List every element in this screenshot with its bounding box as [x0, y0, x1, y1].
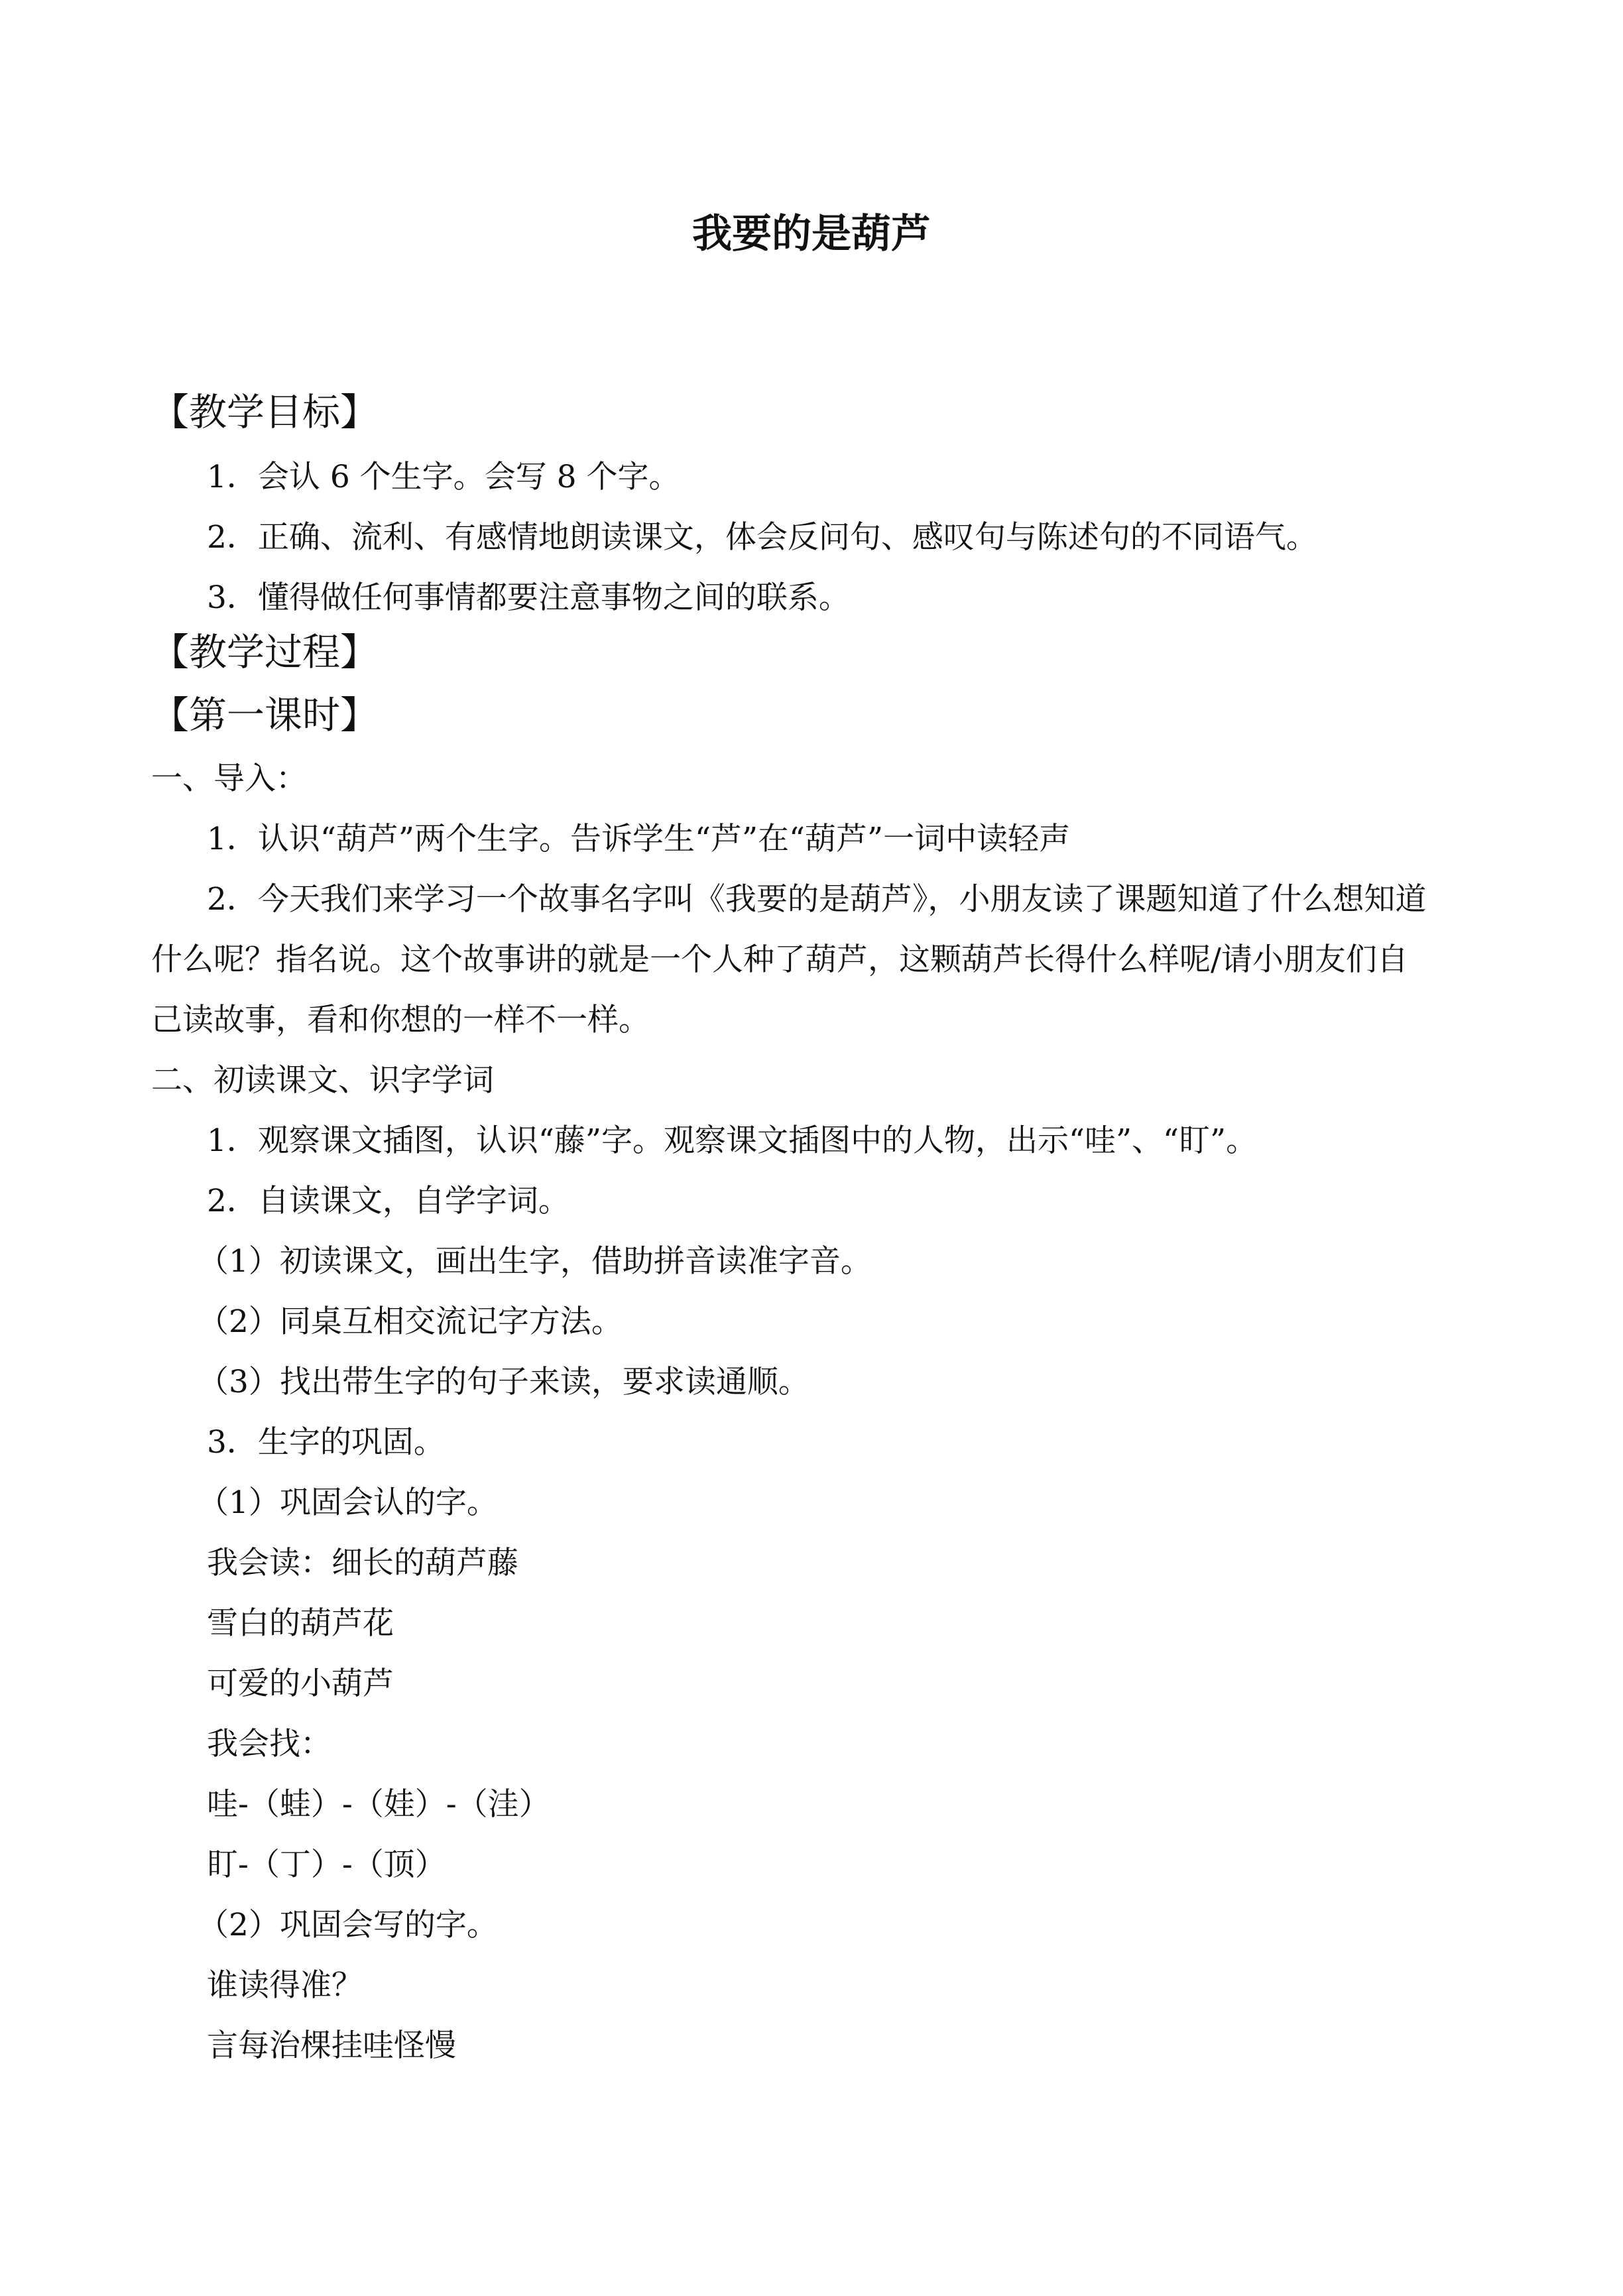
paragraph-line: （2）同桌互相交流记字方法。: [198, 1303, 623, 1340]
section-heading-objectives: 【教学目标】: [151, 391, 378, 434]
paragraph-line: 言每治棵挂哇怪慢: [207, 2027, 456, 2064]
section-heading-lesson-1: 【第一课时】: [151, 694, 378, 737]
step-heading-reading: 二、初读课文、识字学词: [151, 1062, 494, 1099]
paragraph-line: 我会读：细长的葫芦藤: [207, 1545, 518, 1581]
paragraph-line: 什么呢？指名说。这个故事讲的就是一个人种了葫芦，这颗葫芦长得什么样呢/请小朋友们自: [151, 941, 1408, 978]
objective-3: 3．懂得做任何事情都要注意事物之间的联系。: [207, 579, 850, 616]
objective-1: 1．会认 6 个生字。会写 8 个字。: [207, 459, 680, 495]
paragraph-line: （1）巩固会认的字。: [198, 1484, 498, 1521]
section-heading-process: 【教学过程】: [151, 631, 378, 674]
paragraph-line: 盯-（丁）-（顶）: [207, 1846, 446, 1883]
paragraph-line: 雪白的葫芦花: [207, 1605, 394, 1642]
step-heading-intro: 一、导入：: [151, 760, 307, 797]
paragraph-line: （1）初读课文，画出生字，借助拼音读准字音。: [198, 1243, 872, 1280]
paragraph-line: 谁读得准？: [207, 1967, 363, 2004]
paragraph-line: 1．认识“葫芦”两个生字。告诉学生“芦”在“葫芦”一词中读轻声: [207, 821, 1071, 857]
document-title: 我要的是葫芦: [692, 211, 931, 257]
paragraph-line: （2）巩固会写的字。: [198, 1907, 498, 1943]
paragraph-line: 2．自读课文，自学字词。: [207, 1183, 570, 1219]
paragraph-line: 己读故事，看和你想的一样不一样。: [151, 1002, 650, 1038]
paragraph-line: 哇-（蛙）-（娃）-（洼）: [207, 1786, 550, 1823]
paragraph-line: 我会找：: [207, 1726, 331, 1762]
paragraph-line: 可爱的小葫芦: [207, 1665, 394, 1702]
paragraph-line: 1．观察课文插图，认识“藤”字。观察课文插图中的人物，出示“哇”、“盯”。: [207, 1122, 1258, 1159]
paragraph-line: 3．生字的巩固。: [207, 1424, 445, 1461]
objective-2: 2．正确、流利、有感情地朗读课文，体会反问句、感叹句与陈述句的不同语气。: [207, 519, 1317, 556]
paragraph-line: 2．今天我们来学习一个故事名字叫《我要的是葫芦》，小朋友读了课题知道了什么想知道: [207, 881, 1427, 918]
paragraph-line: （3）找出带生字的句子来读，要求读通顺。: [198, 1364, 810, 1400]
